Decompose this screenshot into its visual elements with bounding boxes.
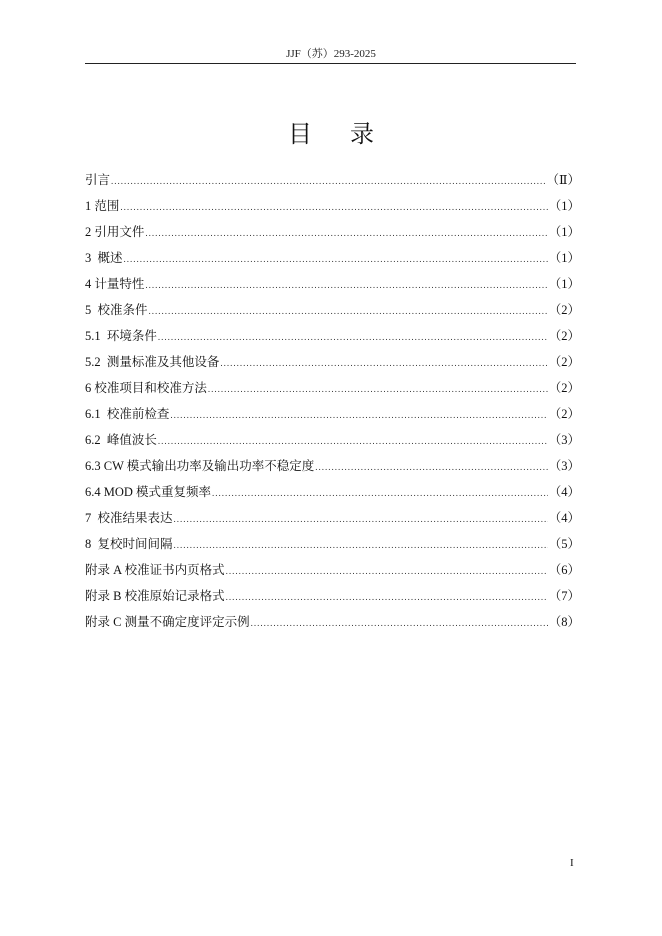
page-title: 目录: [288, 122, 412, 148]
toc-dot-leader: [220, 353, 547, 373]
toc-entry[interactable]: [85, 300, 580, 326]
toc-dot-leader: [149, 301, 548, 321]
toc-entry[interactable]: [85, 456, 580, 482]
header-rule: [85, 63, 576, 64]
toc-dot-leader: [226, 587, 548, 607]
toc-entry-label: 附录 B 校准原始记录格式: [85, 589, 225, 603]
toc-entry-label: 2 引用文件: [85, 225, 145, 239]
toc-entry[interactable]: [85, 326, 580, 352]
toc-entry-label: 引言: [85, 173, 111, 187]
toc-entry-label: 4 计量特性: [85, 277, 145, 291]
toc-dot-leader: [251, 613, 548, 633]
toc-dot-leader: [145, 275, 547, 295]
toc-dot-leader: [315, 457, 547, 477]
toc-entry-page: （Ⅱ）: [546, 173, 580, 187]
toc-dot-leader: [212, 483, 548, 503]
toc-entry[interactable]: [85, 170, 580, 196]
toc-entry-page: （3）: [548, 459, 580, 473]
toc-entry-label: 8 复校时间间隔: [85, 537, 173, 551]
toc-entry-label: 5.1 环境条件: [85, 329, 157, 343]
toc-dot-leader: [111, 171, 545, 191]
toc-dot-leader: [158, 327, 548, 347]
toc-entry-label: 附录 C 测量不确定度评定示例: [85, 615, 250, 629]
toc-entry-page: （8）: [548, 615, 580, 629]
table-of-contents: [85, 170, 580, 638]
toc-entry[interactable]: [85, 612, 580, 638]
toc-entry-label: 7 校准结果表达: [85, 511, 173, 525]
toc-dot-leader: [208, 379, 548, 399]
page-number: I: [570, 857, 574, 869]
toc-dot-leader: [174, 509, 548, 529]
toc-dot-leader: [158, 431, 548, 451]
toc-entry[interactable]: [85, 196, 580, 222]
toc-entry-page: （1）: [548, 277, 580, 291]
toc-entry-page: （2）: [548, 303, 580, 317]
toc-entry[interactable]: [85, 248, 580, 274]
toc-entry-page: （2）: [548, 355, 580, 369]
toc-dot-leader: [145, 223, 547, 243]
toc-entry-page: （3）: [548, 433, 580, 447]
toc-entry-label: 1 范围: [85, 199, 120, 213]
toc-dot-leader: [120, 197, 547, 217]
toc-entry-page: （1）: [548, 225, 580, 239]
toc-entry[interactable]: [85, 586, 580, 612]
toc-entry[interactable]: [85, 222, 580, 248]
toc-entry-page: （4）: [548, 511, 580, 525]
toc-entry-label: 3 概述: [85, 251, 123, 265]
toc-entry[interactable]: [85, 534, 580, 560]
toc-entry-label: 6 校准项目和校准方法: [85, 381, 207, 395]
toc-dot-leader: [226, 561, 548, 581]
document-code-header: JJF（苏）293-2025: [286, 48, 376, 60]
toc-entry-page: （2）: [548, 407, 580, 421]
toc-entry[interactable]: [85, 482, 580, 508]
toc-entry-page: （6）: [548, 563, 580, 577]
toc-entry[interactable]: [85, 404, 580, 430]
toc-entry-page: （2）: [548, 329, 580, 343]
toc-entry[interactable]: [85, 378, 580, 404]
toc-entry-page: （7）: [548, 589, 580, 603]
toc-entry-page: （5）: [548, 537, 580, 551]
toc-entry-label: 6.3 CW 模式输出功率及输出功率不稳定度: [85, 459, 315, 473]
toc-entry-label: 6.2 峰值波长: [85, 433, 157, 447]
toc-entry[interactable]: [85, 508, 580, 534]
toc-dot-leader: [124, 249, 548, 269]
toc-entry-label: 附录 A 校准证书内页格式: [85, 563, 225, 577]
toc-entry[interactable]: [85, 274, 580, 300]
toc-entry[interactable]: [85, 560, 580, 586]
toc-entry-page: （2）: [548, 381, 580, 395]
toc-entry-page: （1）: [548, 251, 580, 265]
toc-entry-label: 5 校准条件: [85, 303, 148, 317]
toc-entry-page: （4）: [548, 485, 580, 499]
toc-entry[interactable]: [85, 430, 580, 456]
toc-entry-page: （1）: [548, 199, 580, 213]
toc-entry-label: 5.2 测量标准及其他设备: [85, 355, 220, 369]
toc-entry[interactable]: [85, 352, 580, 378]
toc-dot-leader: [170, 405, 547, 425]
toc-entry-label: 6.1 校准前检查: [85, 407, 170, 421]
toc-dot-leader: [174, 535, 548, 555]
toc-entry-label: 6.4 MOD 模式重复频率: [85, 485, 212, 499]
